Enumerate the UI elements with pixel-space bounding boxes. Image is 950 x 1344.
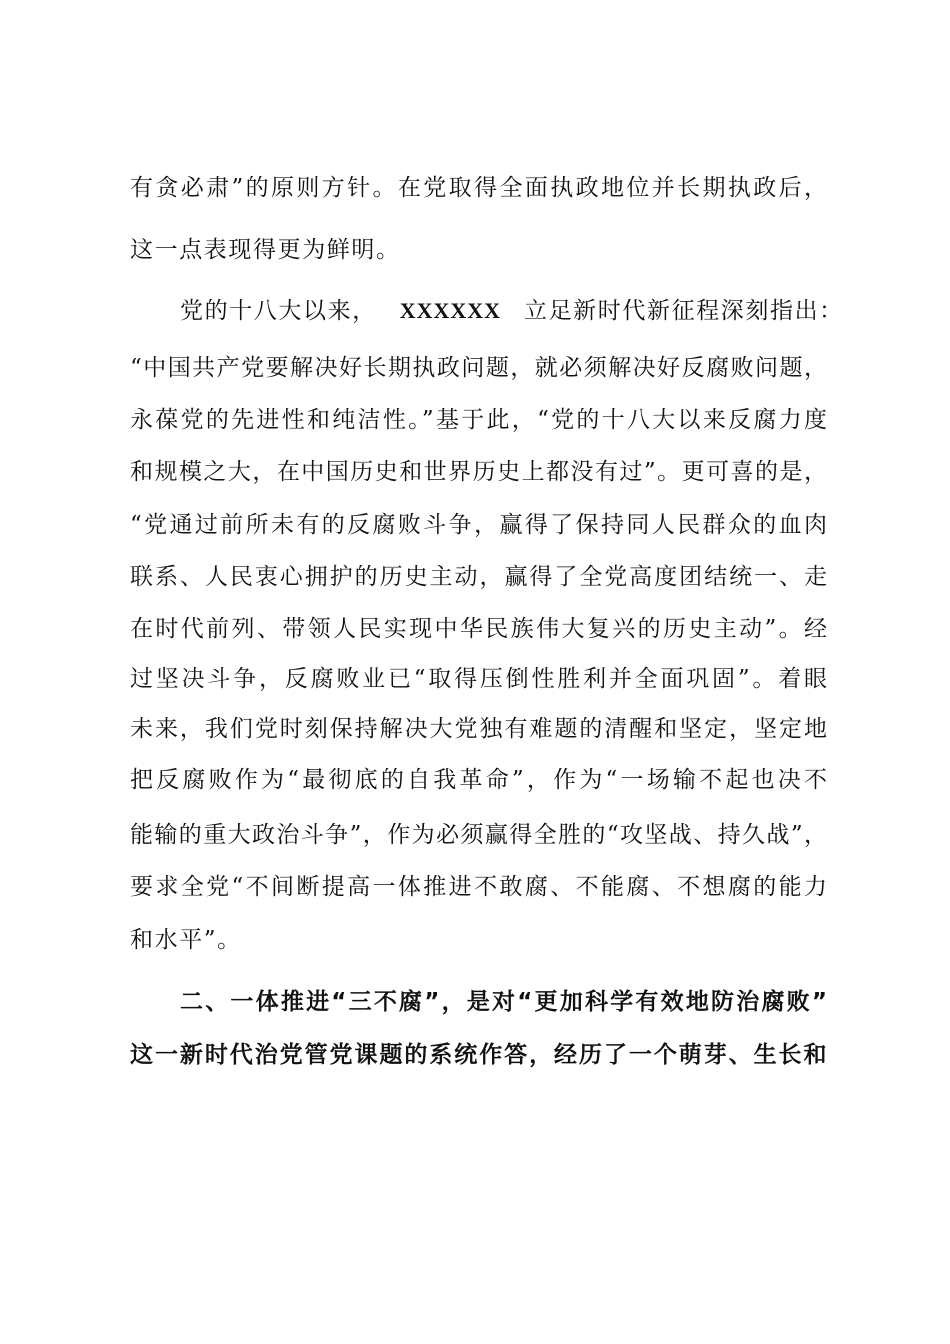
paragraph-line: 过坚决斗争，反腐败业已“取得压倒性胜利并全面巩固”。着眼 xyxy=(130,666,827,692)
paragraph-line: 有贪必肃”的原则方针。在党取得全面执政地位并长期执政后， xyxy=(130,175,827,201)
redacted-name: XXXXXX xyxy=(399,298,502,323)
section-heading: 二、一体推进“三不腐”，是对“更加科学有效地防治腐败” xyxy=(180,989,827,1015)
paragraph-first-line xyxy=(180,296,844,326)
paragraph-line: 联系、人民衷心拥护的历史主动，赢得了全党高度团结统一、走 xyxy=(130,564,827,590)
paragraph-line: 能输的重大政治斗争”，作为必须赢得全胜的“攻坚战、持久战”， xyxy=(130,822,827,848)
paragraph-text: 立足新时代新征程深刻指出： xyxy=(523,298,844,324)
paragraph-line: 在时代前列、带领人民实现中华民族伟大复兴的历史主动”。经 xyxy=(130,616,827,642)
section-heading: 这一新时代治党管党课题的系统作答，经历了一个萌芽、生长和 xyxy=(130,1042,827,1068)
paragraph-text: 党的十八大以来， xyxy=(180,298,377,324)
paragraph-line: 永葆党的先进性和纯洁性。”基于此，“党的十八大以来反腐力度 xyxy=(130,407,827,433)
paragraph-line: “党通过前所未有的反腐败斗争，赢得了保持同人民群众的血肉 xyxy=(130,512,827,538)
paragraph-line: 和水平”。 xyxy=(130,927,242,953)
paragraph-line: 未来，我们党时刻保持解决大党独有难题的清醒和坚定，坚定地 xyxy=(130,716,827,742)
paragraph-line: 把反腐败作为“最彻底的自我革命”，作为“一场输不起也决不 xyxy=(130,767,827,793)
paragraph-line: 和规模之大，在中国历史和世界历史上都没有过”。更可喜的是， xyxy=(130,459,827,485)
paragraph-line: 要求全党“不间断提高一体推进不敢腐、不能腐、不想腐的能力 xyxy=(130,874,827,900)
paragraph-line: 这一点表现得更为鲜明。 xyxy=(130,237,401,263)
paragraph-line: “中国共产党要解决好长期执政问题，就必须解决好反腐败问题， xyxy=(130,355,827,381)
